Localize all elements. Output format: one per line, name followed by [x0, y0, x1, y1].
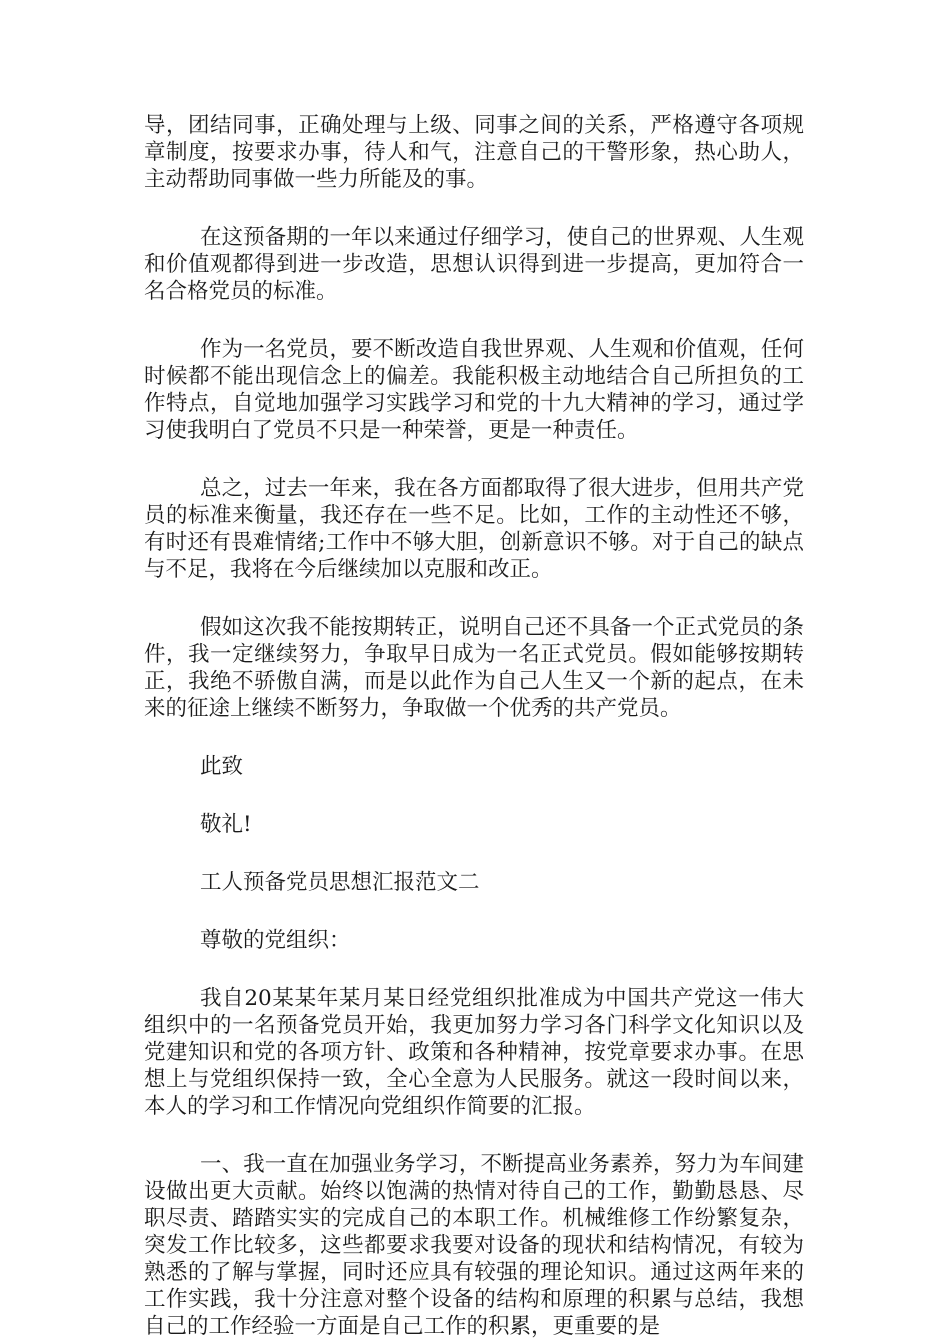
paragraph-introduction: 我自20某某年某月某日经党组织批准成为中国共产党这一伟大组织中的一名预备党员开始，我更加努力学习各门科学文化知识以及党建知识和党的各项方针、政策和各种精神，按党章要求办事。在思想上与党组织保持一致，全心全意为人民服务。就这一段时间以来，本人的学习和工作情况向党组织作简要的汇报。: [144, 986, 804, 1119]
closing-regards: 敬礼!: [200, 812, 252, 837]
section-title: 工人预备党员思想汇报范文二: [200, 870, 480, 895]
paragraph-conversion: 假如这次我不能按期转正，说明自己还不具备一个正式党员的条件，我一定继续努力，争取早日成为一名正式党员。假如能够按期转正，我绝不骄傲自满，而是以此作为自己人生又一个新的起点，在未来的征途上继续不断努力，争取做一个优秀的共产党员。: [144, 615, 804, 721]
document-body: [144, 112, 804, 1340]
closing-salutation: 此致: [200, 754, 244, 779]
paragraph-party-member-duty: 作为一名党员，要不断改造自我世界观、人生观和价值观，任何时候都不能出现信念上的偏差。我能积极主动地结合自己所担负的工作特点，自觉地加强学习实践学习和党的十九大精神的学习，通过学习使我明白了党员不只是一种荣誉，更是一种责任。: [144, 337, 804, 443]
paragraph-probation-study: 在这预备期的一年以来通过仔细学习，使自己的世界观、人生观和价值观都得到进一步改造，思想认识得到进一步提高，更加符合一名合格党员的标准。: [144, 225, 804, 304]
paragraph-continuation: 导，团结同事，正确处理与上级、同事之间的关系，严格遵守各项规章制度，按要求办事，待人和气，注意自己的干警形象，热心助人，主动帮助同事做一些力所能及的事。: [144, 113, 804, 192]
paragraph-shortcomings: 总之，过去一年来，我在各方面都取得了很大进步，但用共产党员的标准来衡量，我还存在一些不足。比如，工作的主动性还不够，有时还有畏难情绪;工作中不够大胆，创新意识不够。对于自己的缺点与不足，我将在今后继续加以克服和改正。: [144, 476, 804, 582]
paragraph-work-study: 一、我一直在加强业务学习，不断提高业务素养，努力为车间建设做出更大贡献。始终以饱满的热情对待自己的工作，勤勤恳恳、尽职尽责、踏踏实实的完成自己的本职工作。机械维修工作纷繁复杂，突发工作比较多，这些都要求我要对设备的现状和结构情况，有较为熟悉的了解与掌握，同时还应具有较强的理论知识。通过这两年来的工作实践，我十分注意对整个设备的结构和原理的积累与总结，我想自己的工作经验一方面是自己工作的积累，更重要的是: [144, 1152, 804, 1339]
letter-greeting: 尊敬的党组织：: [200, 928, 351, 953]
